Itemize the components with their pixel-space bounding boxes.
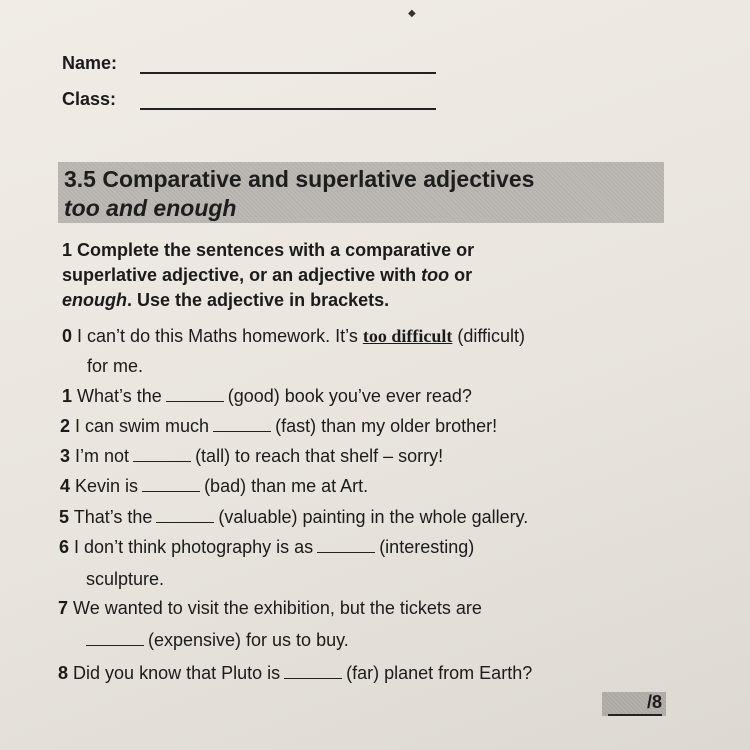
sentence-number: 5 [59, 507, 70, 527]
instruction-too: too [421, 265, 450, 285]
sentence-text: That’s the [73, 507, 153, 527]
sentence-1 [62, 386, 472, 407]
sentence-number: 2 [60, 416, 71, 436]
sentence-number: 3 [60, 446, 71, 466]
answer-blank[interactable] [142, 477, 200, 492]
sentence-text: We wanted to visit the exhibition, but the tickets are [73, 598, 482, 618]
instruction-text-2c: or [449, 265, 473, 285]
sentence-text: (good) book you’ve ever read? [227, 386, 472, 406]
sentence-number: 4 [60, 476, 71, 496]
instruction-line-1 [62, 240, 474, 261]
example-after: (difficult) [452, 326, 526, 346]
name-label: Name: [62, 53, 118, 73]
instruction-text-2a: superlative adjective, or an adjective with [62, 265, 422, 285]
answer-blank[interactable] [86, 631, 144, 646]
section-title: 3.5 Comparative and superlative adjectives [64, 166, 535, 192]
sentence-text: (bad) than me at Art. [204, 476, 369, 496]
sentence-4 [60, 476, 368, 497]
example-answer: too difficult [362, 326, 453, 346]
section-subtitle: too and enough [64, 195, 237, 221]
sentence-7-continuation [82, 630, 349, 651]
sentence-text: What’s the [77, 386, 162, 406]
name-field [62, 52, 436, 74]
score-total[interactable]: /8 [608, 692, 662, 716]
exercise-number: 1 [62, 240, 73, 260]
answer-blank[interactable] [133, 447, 191, 462]
class-blank[interactable] [140, 88, 436, 110]
sentence-number: 7 [58, 598, 69, 618]
instruction-line-2 [62, 265, 472, 286]
answer-blank[interactable] [213, 417, 271, 432]
instruction-line-3 [62, 290, 389, 311]
sentence-2 [60, 416, 497, 437]
example-number: 0 [62, 326, 73, 346]
answer-blank[interactable] [317, 538, 375, 553]
sentence-3 [60, 446, 443, 467]
example-sentence [62, 326, 525, 347]
sentence-text: I’m not [75, 446, 130, 466]
sentence-text: (valuable) painting in the whole gallery. [218, 507, 529, 527]
instruction-text-1: Complete the sentences with a comparative or [77, 240, 475, 260]
sentence-number: 1 [62, 386, 73, 406]
sentence-6 [59, 537, 474, 558]
sentence-text: (expensive) for us to buy. [148, 630, 349, 650]
sentence-8 [58, 663, 532, 684]
sentence-number: 8 [58, 663, 69, 683]
answer-blank[interactable] [166, 387, 224, 402]
sentence-text: (interesting) [379, 537, 475, 557]
sentence-text: (fast) than my older brother! [275, 416, 498, 436]
sentence-5 [59, 507, 528, 528]
answer-blank[interactable] [156, 508, 214, 523]
sentence-text: (tall) to reach that shelf – sorry! [195, 446, 444, 466]
example-before: I can’t do this Maths homework. It’s [77, 326, 363, 346]
class-label: Class: [62, 89, 117, 109]
answer-blank[interactable] [284, 664, 342, 679]
sentence-text: I don’t think photography is as [74, 537, 314, 557]
example-continuation: for me. [87, 356, 144, 376]
sentence-text: (far) planet from Earth? [346, 663, 533, 683]
sentence-6-continuation: sculpture. [86, 569, 165, 589]
sentence-text: Kevin is [75, 476, 139, 496]
sentence-text: Did you know that Pluto is [73, 663, 281, 683]
instruction-text-3b: . Use the adjective in brackets. [127, 290, 390, 310]
name-blank[interactable] [140, 52, 436, 74]
sentence-number: 6 [59, 537, 70, 557]
class-field [62, 88, 436, 110]
paper-mark: ◆ [408, 8, 416, 19]
instruction-enough: enough [62, 290, 127, 310]
sentence-text: I can swim much [75, 416, 210, 436]
sentence-7 [58, 598, 482, 619]
